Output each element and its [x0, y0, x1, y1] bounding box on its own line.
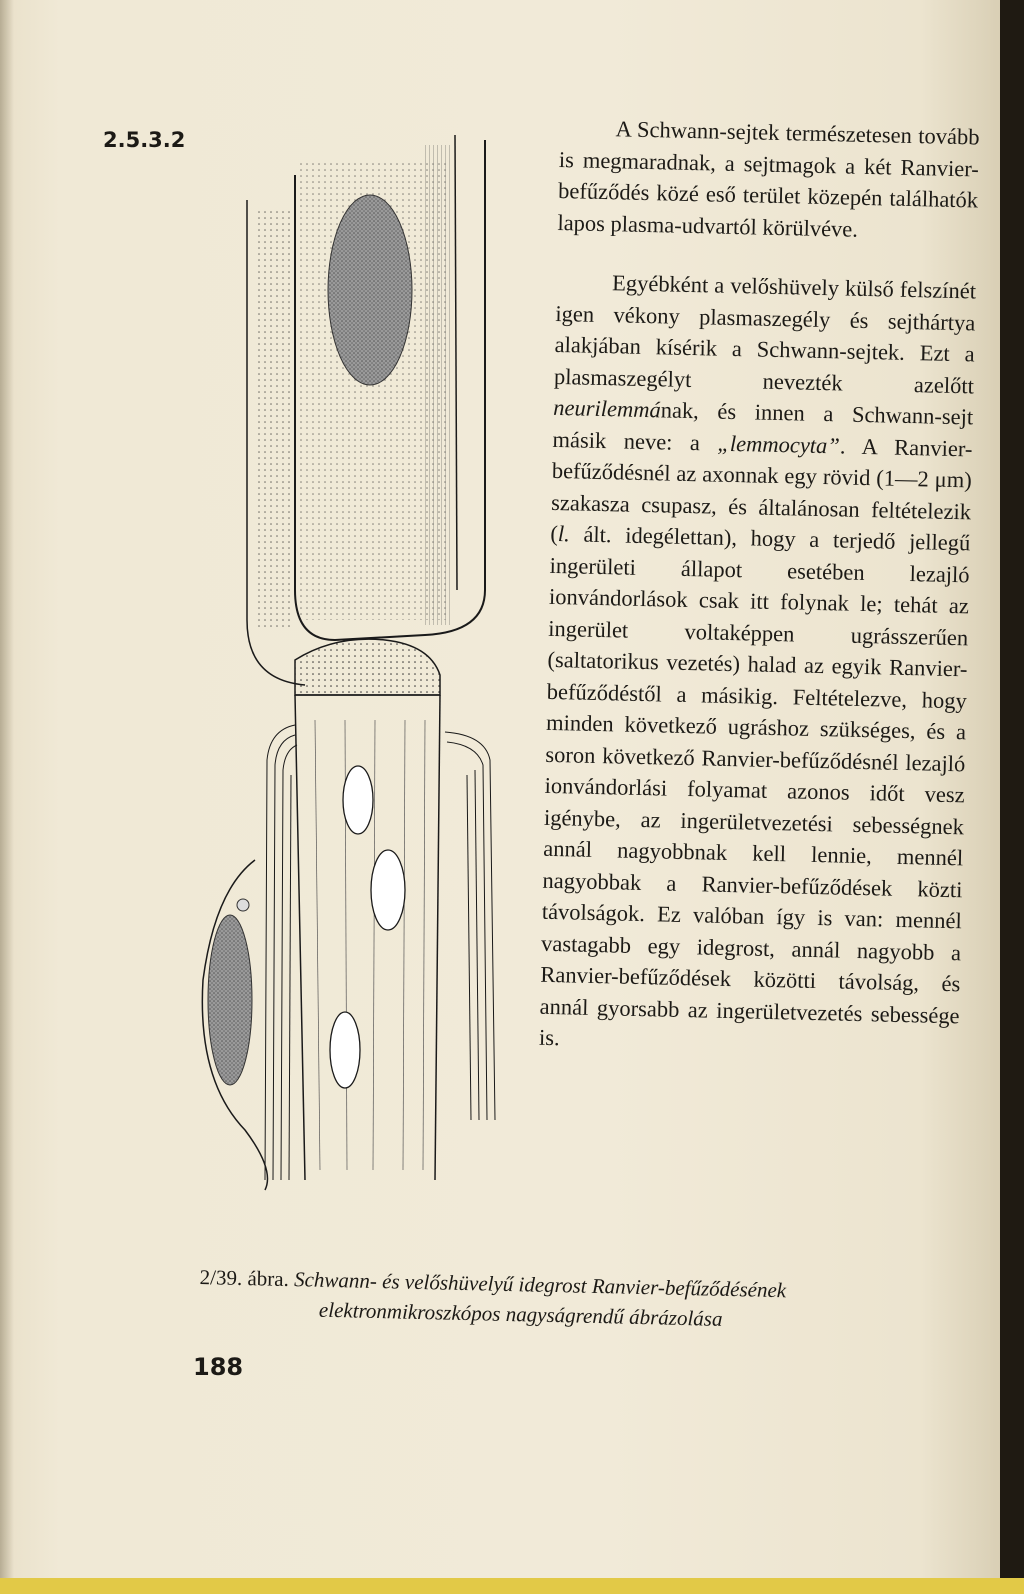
ranvier-node: [295, 639, 440, 695]
caption-label: 2/39. ábra.: [199, 1264, 290, 1292]
paragraph-2-part-1: Egyébként a velőshüvely külső felszínét igen vékony plasmaszegély és sejthártya alakjában kísérik a Schwann-sejtek. Ezt a plasmaszegélyt nevezték azelőtt: [553, 270, 977, 398]
caption-title-line-2: elektronmikroszkópos nagyságrendű ábrázolása: [318, 1297, 723, 1331]
schwann-nucleus: [202, 860, 267, 1190]
body-text: [539, 112, 980, 1063]
term-neurilemma: neurilemmá: [553, 394, 662, 423]
paragraph-2: [539, 266, 977, 1063]
axon: [295, 695, 440, 1180]
myelin-lamellae: [265, 725, 495, 1180]
caption-title-line-1: Schwann- és velőshüvelyű idegrost Ranvier-befűződésének: [293, 1267, 787, 1303]
page-edge: [0, 1578, 1024, 1594]
term-lemmocyta: „lemmocyta”: [717, 430, 841, 458]
page-number: 188: [193, 1353, 244, 1381]
abbr-l: l.: [557, 521, 571, 547]
paragraph-2-part-4: ált. idegélettan), hogy a terjedő jellegű ingerületi állapot esetében lezajló ionvándorlások csak itt folynak le; tehát az ingerület voltaképpen ugrásszerűen (saltatorikus vezetés) halad az egyik Ranvier-befűződéstől a másikig. Feltételezve, hogy minden következő ugráshoz szükséges, és a soron következő Ranvier-befűződésnél lezajló ionvándorlási folyamat azonos időt vesz igénybe, az ingerületvezetési sebességnek annál nagyobbnak kell lennie, mennél nagyobbak a Ranvier-befűződések közti távolságok. Ez valóban így is van: mennél vastagabb egy idegrost, annál nagyobb a Ranvier-befűződések közötti távolság, és annál gyorsabb az ingerületvezetés sebessége is.: [538, 521, 971, 1051]
paragraph-2-part-2: nak, és innen a Schwann-sejt másik neve: a: [552, 397, 974, 456]
upper-sheath: [247, 135, 485, 685]
spine-shadow: [0, 0, 14, 1594]
paragraph-2-part-3: . A Ranvier-befűződésnél az axonnak egy rövid (1—2 μm) szakasza csupasz, és általánosan feltételezik (: [550, 432, 973, 547]
figure-caption: [199, 1262, 980, 1340]
section-number: 2.5.3.2: [103, 128, 186, 152]
ranvier-node-illustration: [185, 120, 515, 1220]
paragraph-1: A Schwann-sejtek természetesen tovább is megmaradnak, a sejtmagok a két Ranvier-befűződés közé eső terület közepén találhatók lapos plasma-udvartól körülvéve.: [557, 116, 980, 242]
